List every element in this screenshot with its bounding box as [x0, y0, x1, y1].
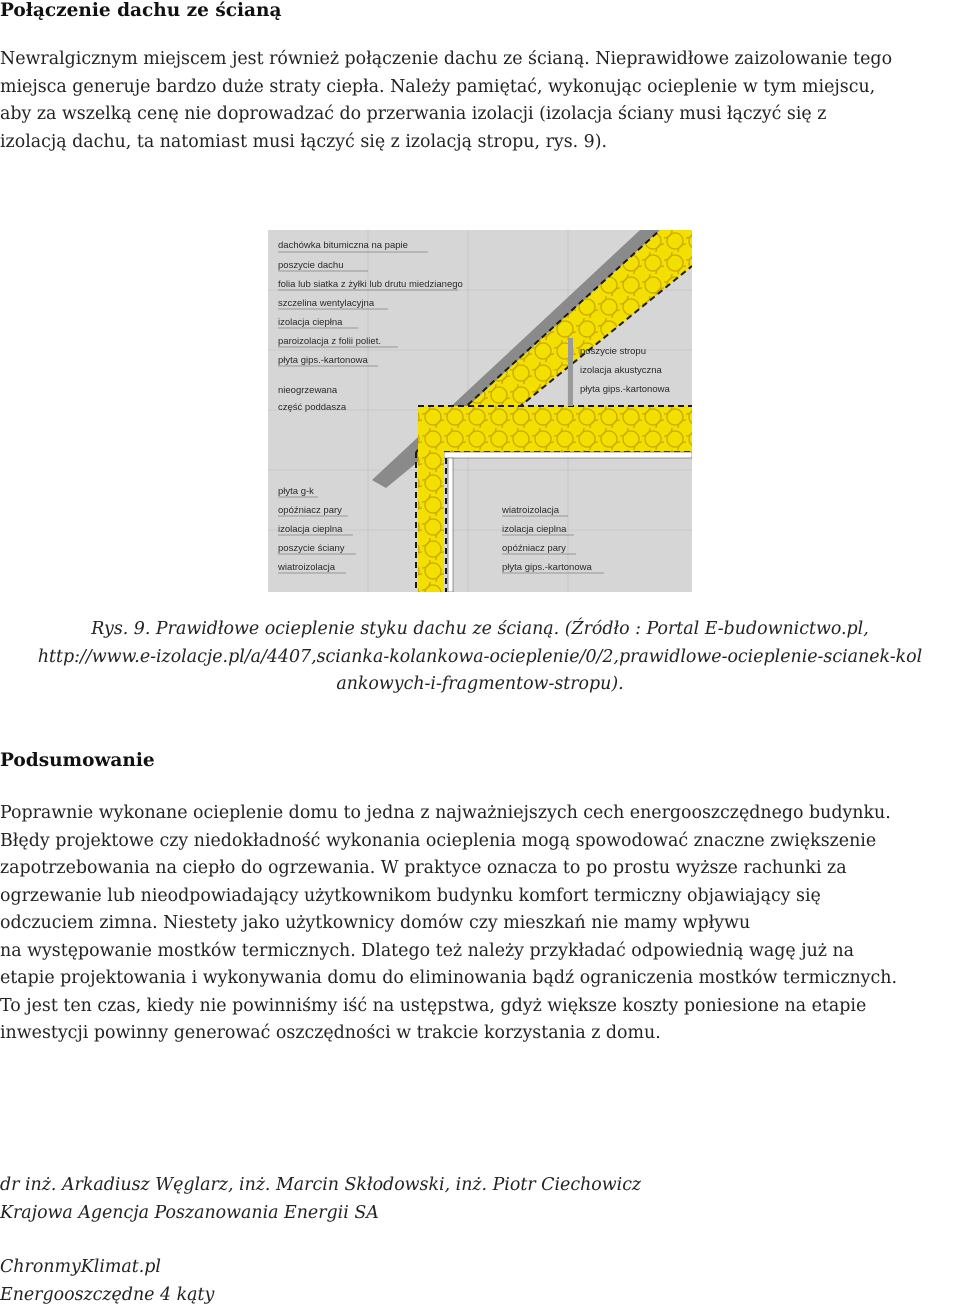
section-heading-roof-wall: Połączenie dachu ze ścianą: [0, 0, 282, 21]
summary-paragraph: [0, 800, 960, 1048]
figure-caption: [0, 616, 960, 699]
authors-block: [0, 1172, 641, 1227]
authors-names: dr inż. Arkadiusz Węglarz, inż. Marcin Skłodowski, inż. Piotr Ciechowicz: [0, 1175, 642, 1195]
paragraph-line: odczuciem zimna. Niestety jako użytkownicy domów czy mieszkań nie mamy wpływu: [0, 913, 751, 933]
label-wall-right-1: izolacja cieplna: [502, 524, 567, 535]
label-wall-left-2: izolacja cieplna: [278, 524, 343, 535]
paragraph-line: aby za wszelką cenę nie doprowadzać do przerwania izolacji (izolacja ściany musi łączyć się z: [0, 104, 827, 124]
label-roof-0: dachówka bitumiczna na papie: [278, 240, 408, 251]
label-wall-right-3: płyta gips.-kartonowa: [502, 562, 592, 573]
paragraph-line: ogrzewanie lub nieodpowiadający użytkownikom budynku komfort termiczny objawiający się: [0, 885, 821, 906]
caption-line: Rys. 9. Prawidłowe ocieplenie styku dachu ze ścianą. (Źródło : Portal E-budownictwo.pl,: [91, 619, 869, 639]
label-roof-4: izolacja ciepłna: [278, 317, 343, 328]
authors-org: Krajowa Agencja Poszanowania Energii SA: [0, 1202, 379, 1223]
footer-block: [0, 1254, 214, 1309]
footer-section: Energooszczędne 4 kąty: [0, 1284, 215, 1305]
paragraph-line: zapotrzebowania na ciepło do ogrzewania. W praktyce oznacza to po prostu wyższe rachunki za: [0, 858, 847, 878]
wall-insulation: [418, 452, 444, 592]
label-roof-1: poszycie dachu: [278, 260, 344, 271]
paragraph-line: etapie projektowania i wykonywania domu do eliminowania bądź ograniczenia mostków termicznych.: [0, 968, 897, 988]
footer-site: ChronmyKlimat.pl: [0, 1257, 161, 1277]
paragraph-line: Błędy projektowe czy niedokładność wykonania ocieplenia mogą spowodować znaczne zwiększenie: [0, 830, 877, 851]
paragraph-line: miejsca generuje bardzo duże straty ciepła. Należy pamiętać, wykonując ocieplenie w tym miejscu,: [0, 76, 876, 97]
label-wall-left-4: wiatroizolacja: [278, 562, 336, 573]
paragraph-line: Newralgicznym miejscem jest również połączenie dachu ze ścianą. Nieprawidłowe zaizolowanie tego: [0, 49, 893, 69]
label-roof-5: paroizolacja z folii poliet.: [278, 336, 381, 347]
label-wall-left-3: poszycie ściany: [278, 543, 345, 554]
caption-line: http://www.e-izolacje.pl/a/4407,scianka-kolankowa-ocieplenie/0/2,prawidlowe-ocieplenie-scianek-kol: [37, 646, 923, 667]
label-wall-right-0: wiatroizolacja: [502, 505, 560, 516]
label-wall-left-1: opóźniacz pary: [278, 505, 342, 516]
label-attic-0: nieogrzewana: [278, 385, 338, 396]
paragraph-line: na występowanie mostków termicznych. Dlatego też należy przykładać odpowiednią wagę już na: [0, 940, 855, 961]
label-roof-6: płyta gips.-kartonowa: [278, 355, 368, 366]
section-heading-summary: Podsumowanie: [0, 750, 155, 771]
intro-paragraph: [0, 46, 960, 156]
paragraph-line: To jest ten czas, kiedy nie powinniśmy iść na ustępstwa, gdyż większe koszty poniesione na etapie: [0, 995, 867, 1016]
knee-wall: [568, 338, 573, 406]
label-wall-left-0: płyta g-k: [278, 486, 314, 497]
label-ceiling-2: płyta gips.-kartonowa: [580, 384, 670, 395]
label-attic-1: część poddasza: [278, 402, 347, 413]
label-ceiling-0: poszycie stropu: [580, 346, 647, 357]
wall-board: [448, 458, 453, 592]
label-roof-3: szczelina wentylacyjna: [278, 298, 375, 309]
paragraph-line: izolacją dachu, ta natomiast musi łączyć się z izolacją stropu, rys. 9).: [0, 131, 608, 152]
caption-line: ankowych-i-fragmentow-stropu).: [336, 674, 624, 694]
paragraph-line: inwestycji powinny generować oszczędności w trakcie korzystania z domu.: [0, 1023, 661, 1043]
label-ceiling-1: izolacja akustyczna: [580, 365, 662, 376]
roof-wall-insulation-diagram: [268, 230, 692, 592]
paragraph-line: Poprawnie wykonane ocieplenie domu to jedna z najważniejszych cech energooszczędnego budynku.: [0, 803, 891, 823]
ceiling-board: [444, 452, 692, 458]
label-roof-2: folia lub siatka z żyłki lub drutu miedzianego: [278, 279, 463, 290]
ceiling-insulation: [418, 406, 692, 452]
label-wall-right-2: opóźniacz pary: [502, 543, 566, 554]
